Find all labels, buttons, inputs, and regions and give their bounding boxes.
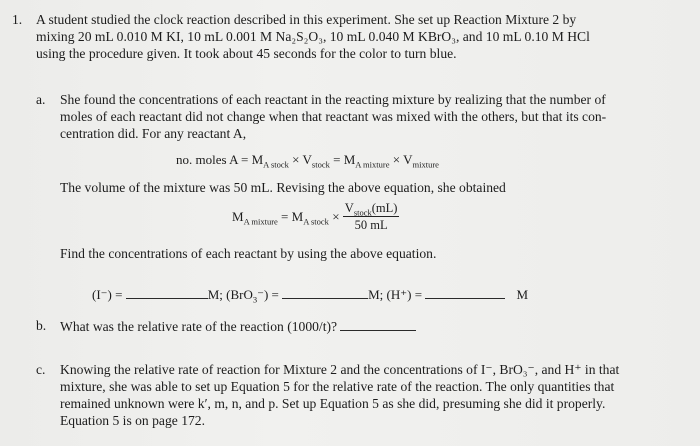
intro-line-2: mixing 20 mL 0.010 M KI, 10 mL 0.001 M Na₂S₂O₃, 10 mL 0.040 M KBrO₃, and 10 mL 0.10 M HCl: [36, 29, 590, 44]
intro-line-3: using the procedure given. It took about 45 seconds for the color to turn blue.: [36, 46, 457, 61]
relative-rate-blank[interactable]: [340, 318, 416, 331]
part-a-line-1: She found the concentrations of each reactant in the reacting mixture by realizing that the number of: [60, 92, 606, 107]
hplus-label: M; (H⁺) =: [368, 287, 423, 302]
part-b-question: What was the relative rate of the reaction (1000/t)?: [60, 318, 416, 335]
iodide-answer-blank[interactable]: [126, 286, 208, 299]
part-a-line-2: moles of each reactant did not change when that reactant was mixed with the others, but that its con-: [60, 109, 607, 124]
part-a-label: a.: [36, 92, 46, 107]
find-text: Find the concentrations of each reactant by using the above equation.: [60, 246, 437, 261]
volume-text: The volume of the mixture was 50 mL. Revising the above equation, she obtained: [60, 180, 506, 195]
answer-row: [92, 286, 528, 303]
intro-line-1: A student studied the clock reaction described in this experiment. She set up Reaction Mixture 2 by: [36, 12, 577, 27]
concentration-equation: $M_{A mixture} = M_{A stock}$ × $\frac{V_{stock}(mL)}{50 mL}$: [232, 201, 398, 232]
part-c-line-1: Knowing the relative rate of reaction for Mixture 2 and the concentrations of I⁻, BrO₃⁻, and H⁺ in that: [60, 362, 620, 377]
moles-equation: no. moles $A = M_{A stock} \times V_{stock} = M_{A mixture} \times V_{mixture}$: [176, 152, 439, 170]
part-c-line-2: mixture, she was able to set up Equation 5 for the relative rate of the reaction. The only quantities that: [60, 379, 615, 394]
bromate-answer-blank[interactable]: [282, 286, 368, 299]
hplus-answer-blank[interactable]: [425, 286, 505, 299]
volume-fraction: $\frac{V_{stock}(mL)}{50 mL}$: [344, 201, 398, 232]
part-c-line-4: Equation 5 is on page 172.: [60, 413, 205, 428]
iodide-label: (I⁻) =: [92, 287, 123, 302]
part-a-line-3: centration did. For any reactant A,: [60, 126, 247, 141]
question-number: 1.: [12, 12, 23, 27]
part-c-label: c.: [36, 362, 46, 377]
part-c-line-3: remained unknown were k′, m, n, and p. Set up Equation 5 as she did, presuming she did it properly.: [60, 396, 606, 411]
bromate-label: M; (BrO$_3$⁻) =: [207, 287, 279, 305]
unit-label: M: [516, 287, 529, 302]
part-b-label: b.: [36, 318, 47, 333]
